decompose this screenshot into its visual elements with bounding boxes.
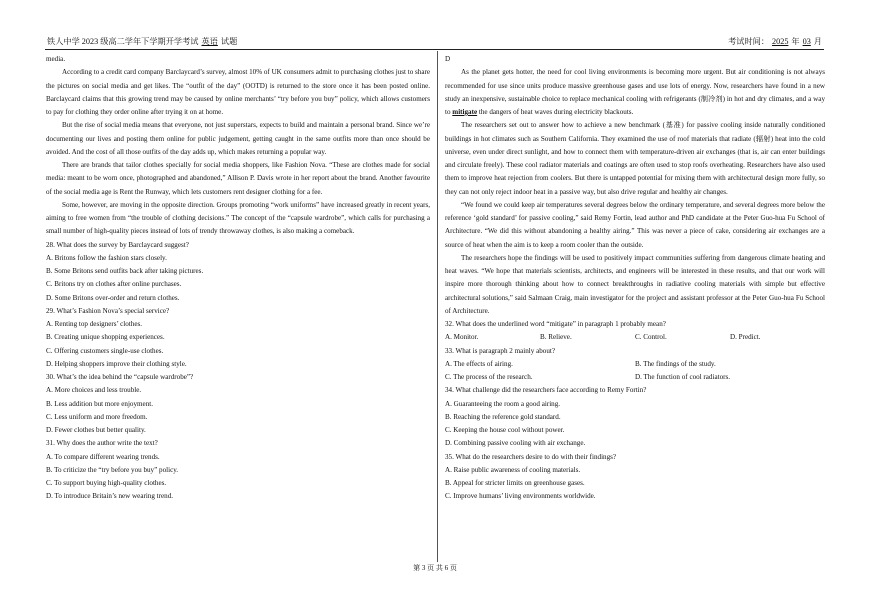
- question-35: 35. What do the researchers desire to do with their findings?: [445, 452, 617, 461]
- question-33: 33. What is paragraph 2 mainly about?: [445, 346, 555, 355]
- left-column: [46, 53, 430, 504]
- q28-option-c: C. Britons try on clothes after online purchases.: [46, 280, 182, 289]
- passage-c-paragraph: According to a credit card company Barclaycard’s survey, almost 10% of UK consumers admit to purchasing clothes just to share the pictures on social media and get likes. The “outfit of the day” (OOTD) is returned to the store once it has been posted online. Barclaycard claims that this growing trend may be caused by online merchants’ “try before you buy” policy, which allows customers to pay for clothing they order online after trying it on at home.: [46, 68, 430, 116]
- q35-option-a: A. Raise public awareness of cooling materials.: [445, 465, 581, 474]
- passage-c-lead: media.: [46, 55, 66, 63]
- q33-option-a: A. The effects of airing.: [445, 359, 513, 368]
- q28-option-d: D. Some Britons over-order and return clothes.: [46, 293, 180, 302]
- q29-option-d: D. Helping shoppers improve their clothing style.: [46, 359, 187, 368]
- q30-option-d: D. Fewer clothes but better quality.: [46, 426, 146, 434]
- q31-option-a: A. To compare different wearing trends.: [46, 452, 160, 461]
- q32-option-c: C. Control.: [635, 333, 667, 342]
- section-d-title: D: [445, 55, 451, 63]
- header-rule: [45, 49, 824, 50]
- question-32: 32. What does the underlined word “mitigate” in paragraph 1 probably mean?: [445, 320, 666, 328]
- page-number-footer: 第 3 页 共 6 页: [413, 564, 457, 572]
- passage-c-paragraph: Some, however, are moving in the opposite direction. Groups promoting “work uniforms” have increased greatly in recent years, aiming to free women from “the trouble of clothing decisions.” The concept of the “capsule wardrobe”, which calls for purchasing a small number of high-quality pieces instead of lots of trendy throwaway clothes, is also making a comeback.: [46, 200, 430, 236]
- q31-option-c: C. To support buying high-quality clothes.: [46, 479, 167, 487]
- subject-name: 英语: [201, 37, 218, 46]
- question-30: 30. What’s the idea behind the “capsule wardrobe”?: [46, 373, 194, 381]
- school-exam-title: 铁人中学 2023 级高二学年下学期开学考试: [47, 37, 199, 46]
- q32-option-a: A. Monitor.: [445, 333, 479, 342]
- q35-option-c: C. Improve humans’ living environments worldwide.: [445, 492, 596, 501]
- q32-option-b: B. Relieve.: [540, 333, 572, 342]
- q30-option-a: A. More choices and less trouble.: [46, 386, 142, 395]
- p1-text-after: the dangers of heat waves during electricity blackouts.: [477, 108, 634, 116]
- underlined-word-mitigate: mitigate: [452, 108, 478, 116]
- q29-option-a: A. Renting top designers’ clothes.: [46, 320, 143, 328]
- paper-suffix: 试题: [220, 37, 238, 46]
- question-29: 29. What’s Fashion Nova’s special service?: [46, 306, 170, 315]
- q31-option-d: D. To introduce Britain’s new wearing trend.: [46, 492, 174, 501]
- q34-option-d: D. Combining passive cooling with air exchange.: [445, 439, 586, 448]
- passage-d-paragraph-1: [445, 66, 825, 119]
- q35-option-b: B. Appeal for stricter limits on greenhouse gases.: [445, 479, 585, 487]
- q33-option-b: B. The findings of the study.: [635, 359, 716, 368]
- passage-d-paragraph: The researchers set out to answer how to achieve a new benchmark (基准) for passive cooling inside naturally conditioned buildings in hot climates such as Southern California. They examined the use of roof materials that radiate (辐射) heat into the cold universe, even under direct sunlight, and how to connect them with temperature-driven air exchanges (that is, air can enter buildings and circulate freely). These cool radiator materials and coatings are often used to stop roofs overheating. Researchers have also used them to improve heat rejection from coolers. But there is untapped potential for mixing them with architectural design more fully, so they can not only reject indoor heat in a passive way, but also drive regular and healthy air changes.: [445, 121, 825, 196]
- q30-option-b: B. Less addition but more enjoyment.: [46, 399, 153, 408]
- q30-option-c: C. Less uniform and more freedom.: [46, 412, 148, 421]
- passage-c-paragraph: But the rise of social media means that everyone, not just superstars, expects to build and maintain a personal brand. Since we’re documenting our lives and posting them online for public judgement, getting caught in the same outfits more than once should be avoided. And the cost of all those outfits of the day adds up, which makes returning a popular way.: [46, 121, 430, 156]
- exam-header-left: [47, 36, 237, 47]
- q33-options-row1: [445, 358, 825, 371]
- q29-option-b: B. Creating unique shopping experiences.: [46, 333, 165, 342]
- q28-option-b: B. Some Britons send outfits back after taking pictures.: [46, 267, 204, 275]
- q34-option-b: B. Reaching the reference gold standard.: [445, 412, 561, 421]
- passage-d-paragraph: “We found we could keep air temperatures several degrees below the ordinary temperature, and several degrees more below the reference ‘gold standard’ for passive cooling,” said Remy Fortin, lead author and PhD candidate at the Peter Guo-hua Fu School of Architecture. “We did this without abandoning a healthy airing.” This was never a piece of cake, considering air exchanges are a source of heat when the aim is to keep a room cooler than the outside.: [445, 200, 825, 249]
- p1-text-before: As the planet gets hotter, the need for cool living environments is becoming more urgent. But air conditioning is not always recommended for use since units produce massive greenhouse gases and use lots of energy. Now, researchers have found in a new study an inexpensive, sustainable choice to replace mechanical cooling with refrigerants (制冷剂) in hot and dry climates, and a way to: [445, 68, 825, 116]
- q31-option-b: B. To criticize the “try before you buy” policy.: [46, 465, 179, 474]
- right-column: [445, 53, 825, 504]
- q33-option-c: C. The process of the research.: [445, 373, 533, 381]
- exam-time-label: 考试时间：: [728, 37, 770, 46]
- question-31: 31. Why does the author write the text?: [46, 439, 158, 448]
- q33-option-d: D. The function of cool radiators.: [635, 373, 731, 381]
- column-divider: [437, 51, 438, 562]
- exam-year: 2025: [772, 37, 789, 46]
- passage-c-paragraph: There are brands that tailor clothes specially for social media shoppers, like Fashion Nova. “These are clothes made for social media: meant to be worn once, photographed and abandoned,” Allison P. Davis wrote in her report about the brand. Another favourite of the social media age is Rent the Runway, which lets customers rent designer clothing for a fee.: [46, 161, 430, 196]
- year-unit: 年: [791, 37, 800, 46]
- exam-header-right: [728, 36, 822, 47]
- month-unit: 月: [813, 37, 822, 46]
- passage-d-paragraph: The researchers hope the findings will be used to positively impact communities suffering from dangerous climate heating and heat waves. “We hope that materials scientists, architects, and engineers will be interested in these results, and that our work will inspire more thorough thinking about how to connect breakthroughs in radiative cooling materials with simple but effective architectural solutions,” said Salmaan Craig, main investigator for the project and assistant professor at the Peter Guo-hua Fu School of Architecture.: [445, 253, 825, 315]
- q28-option-a: A. Britons follow the fashion stars closely.: [46, 253, 167, 262]
- q34-option-c: C. Keeping the house cool without power.: [445, 426, 565, 434]
- question-28: 28. What does the survey by Barclaycard suggest?: [46, 240, 189, 249]
- exam-month: 03: [802, 37, 811, 46]
- q33-options-row2: [445, 371, 825, 384]
- q32-option-d: D. Predict.: [730, 333, 761, 342]
- question-34: 34. What challenge did the researchers face according to Remy Fortin?: [445, 386, 647, 395]
- q34-option-a: A. Guaranteeing the room a good airing.: [445, 399, 561, 408]
- q32-options: [445, 331, 825, 344]
- q29-option-c: C. Offering customers single-use clothes.: [46, 346, 164, 355]
